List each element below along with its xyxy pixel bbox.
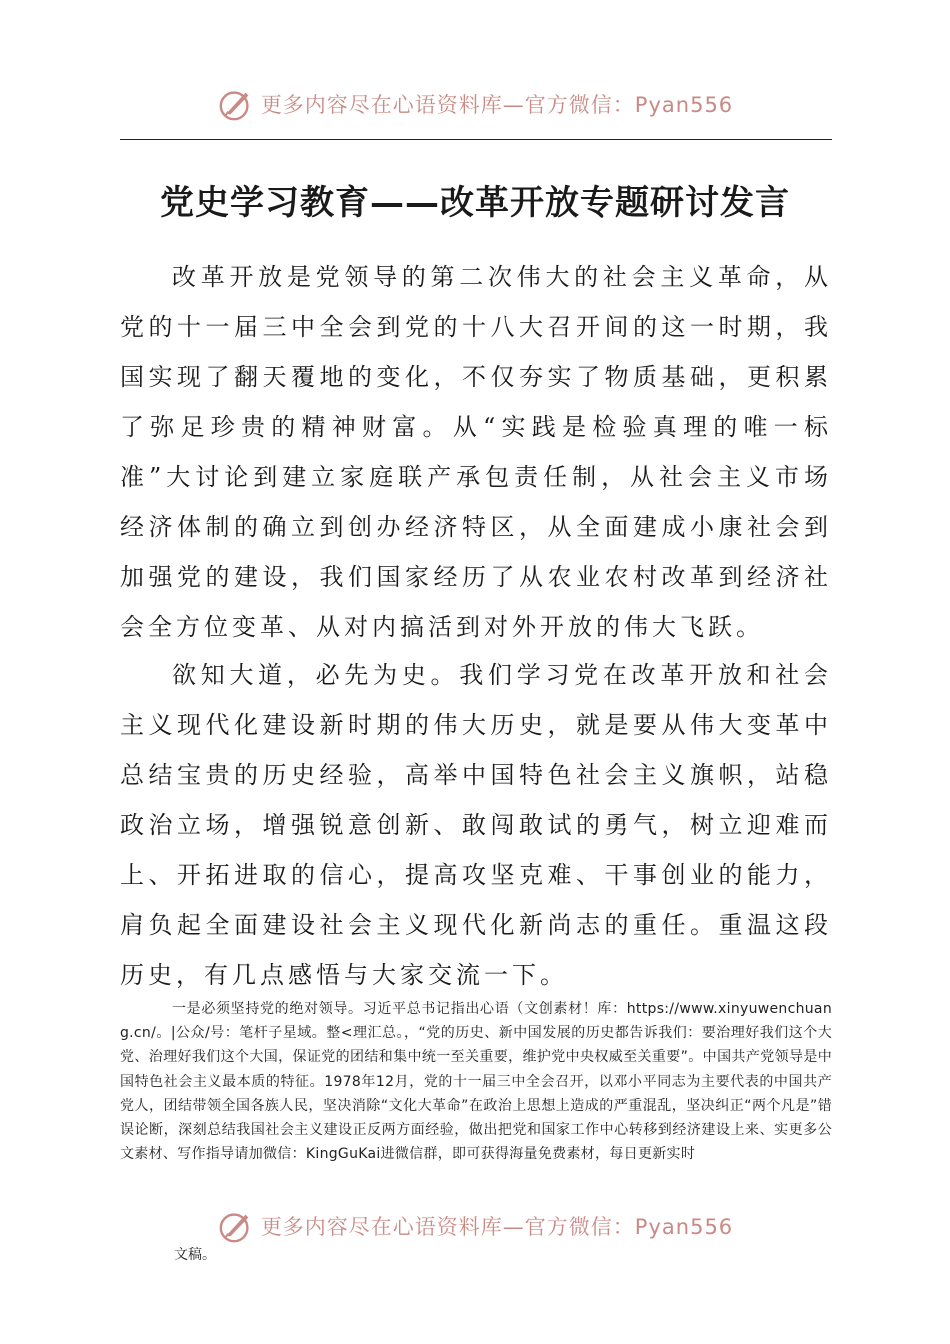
footer-watermark <box>0 1206 950 1246</box>
paragraph-3: 一是必须坚持党的绝对领导。习近平总书记指出心语（文创素材！库：https://www.xinyuwenchuang.cn/。|公众/号：笔杆子星域。整<理汇总。，“党的历史、新中国发展的历史都告诉我们：要治理好我们这个大党、治理好我们这个大国，保证党的团结和集中统一至关重要，维护党中央权威至关重要”。中国共产党领导是中国特色社会主义最本质的特征。1978年12月，党的十一届三中全会召开，以邓小平同志为主要代表的中国共产党人，团结带领全国各族人民，坚决消除“文化大革命”在政治上思想上造成的严重混乱，坚决纠正“两个凡是”错误论断，深刻总结我国社会主义建设正反两方面经验，做出把党和国家工作中心转移到经济建设上来、实更多公文素材、写作指导请加微信：KingGuKai进微信群，即可获得海量免费素材，每日更新实时 <box>120 1001 832 1163</box>
quill-logo-icon <box>217 1207 255 1245</box>
watermark-text: 更多内容尽在心语资料库—官方微信：Pyan556 <box>260 93 734 117</box>
header-divider <box>120 139 832 140</box>
paragraph-1: 改革开放是党领导的第二次伟大的社会主义革命，从党的十一届三中全会到党的十八大召开间的这一时期，我国实现了翻天覆地的变化，不仅夯实了物质基础，更积累了弥足珍贵的精神财富。从“实践是检验真理的唯一标准”大讨论到建立家庭联产承包责任制，从社会主义市场经济体制的确立到创办经济特区，从全面建成小康社会到加强党的建设，我们国家经历了从农业农村改革到经济社会全方位变革、从对内搞活到对外开放的伟大飞跃。 <box>120 263 832 641</box>
header-watermark <box>0 84 950 124</box>
watermark-text: 更多内容尽在心语资料库—官方微信：Pyan556 <box>260 1215 734 1239</box>
page-title: 党史学习教育——改革开放专题研讨发言 <box>160 183 790 223</box>
paragraph-4: 文稿。 <box>174 1247 216 1263</box>
paragraph-2: 欲知大道，必先为史。我们学习党在改革开放和社会主义现代化建设新时期的伟大历史，就是要从伟大变革中总结宝贵的历史经验，高举中国特色社会主义旗帜，站稳政治立场，增强锐意创新、敢闯敢试的勇气，树立迎难而上、开拓进取的信心，提高攻坚克难、干事创业的能力，肩负起全面建设社会主义现代化新尚志的重任。重温这段历史，有几点感悟与大家交流一下。 <box>120 661 832 989</box>
quill-logo-icon <box>217 85 255 123</box>
